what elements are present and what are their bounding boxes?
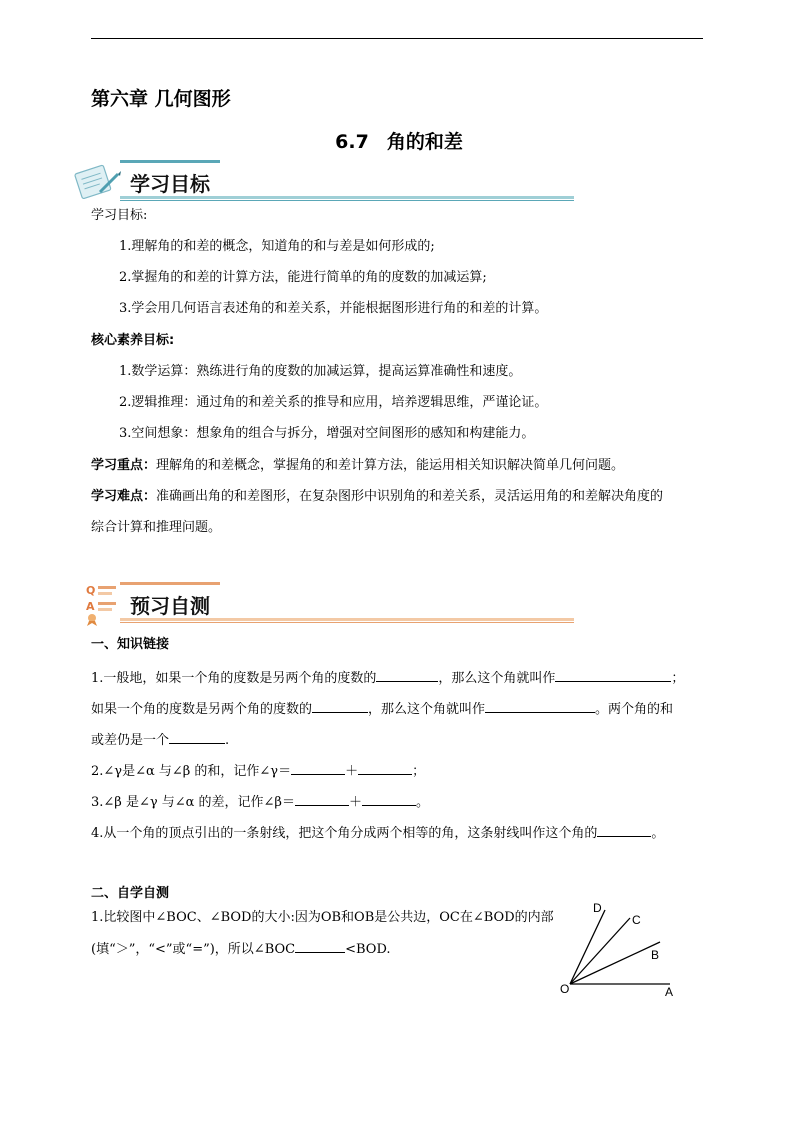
lesson-name: 角的和差 <box>386 131 463 153</box>
answer-blank[interactable] <box>295 791 349 806</box>
ray-OC <box>570 918 630 984</box>
difficulty <box>91 487 663 507</box>
section-heading-objectives <box>72 158 592 204</box>
part2-heading: 二、自学自测 <box>91 886 170 901</box>
difficulty-label: 学习难点： <box>91 489 157 504</box>
ray-OB <box>570 942 660 984</box>
part1-heading: 一、知识链接 <box>91 637 170 652</box>
difficulty-text: 准确画出角的和差图形，在复杂图形中识别角的和差关系，灵活运用角的和差解决角度的 <box>156 489 664 504</box>
question-1-line-1: 1.一般地，如果一个角的度数是另两个角的度数的 ，那么这个角就叫作 ； <box>91 667 684 689</box>
angle-figure <box>550 898 690 1002</box>
lesson-title <box>0 127 794 154</box>
label-O: O <box>560 982 570 996</box>
core-item-3: 3.空间想象：想象角的组合与拆分，增强对空间图形的感知和构建能力。 <box>119 426 535 441</box>
label-B: B <box>651 948 660 962</box>
answer-blank[interactable] <box>312 698 368 713</box>
answer-blank[interactable] <box>597 822 651 837</box>
ray-OD <box>570 910 605 984</box>
objective-item-2: 2.掌握角的和差的计算方法，能进行简单的角的度数的加减运算; <box>119 270 487 285</box>
answer-blank[interactable] <box>358 760 412 775</box>
answer-blank[interactable] <box>291 760 345 775</box>
section-heading-preview <box>72 580 592 626</box>
svg-text:Q: Q <box>86 584 96 597</box>
question-4: 4.从一个角的顶点引出的一条射线，把这个角分成两个相等的角，这条射线叫作这个角的 。 <box>91 822 664 844</box>
label-A: A <box>665 985 674 999</box>
objective-item-3: 3.学会用几何语言表述角的和差关系，并能根据图形进行角的和差的计算。 <box>119 301 548 316</box>
self-test-line-2: (填“＞”，“<”或“=”)，所以∠BOC <BOD. <box>91 938 391 960</box>
question-1-line-2: 如果一个角的度数是另两个角的度数的 ，那么这个角就叫作 。两个角的和 <box>91 698 673 720</box>
question-2: 2.∠γ是∠α 与∠β 的和，记作∠γ＝ ＋ ； <box>91 760 425 782</box>
key-point <box>91 456 624 476</box>
section-heading-label: 预习自测 <box>130 594 210 618</box>
objectives-label: 学习目标: <box>91 208 148 223</box>
section-heading-label: 学习目标 <box>130 172 210 196</box>
lesson-number: 6.7 <box>335 131 369 153</box>
answer-blank[interactable] <box>555 667 671 682</box>
svg-text:A: A <box>86 600 95 613</box>
core-label: 核心素养目标: <box>91 333 175 348</box>
core-item-1: 1.数学运算：熟练进行角的度数的加减运算，提高运算准确性和速度。 <box>119 364 522 379</box>
core-item-2: 2.逻辑推理：通过角的和差关系的推导和应用，培养逻辑思维，严谨论证。 <box>119 395 548 410</box>
self-test-line-1: 1.比较图中∠BOC、∠BOD的大小:因为OB和OB是公共边，OC在∠BOD的内部 <box>91 910 554 925</box>
answer-blank[interactable] <box>376 667 438 682</box>
answer-blank[interactable] <box>362 791 416 806</box>
objective-item-1: 1.理解角的和差的概念，知道角的和与差是如何形成的; <box>119 239 435 254</box>
header-rule <box>91 38 703 39</box>
question-1-line-3: 或差仍是一个 . <box>91 729 229 751</box>
answer-blank[interactable] <box>295 938 345 953</box>
notebook-icon <box>72 158 124 204</box>
difficulty-text-cont: 综合计算和推理问题。 <box>91 520 222 535</box>
key-point-text: 理解角的和差概念，掌握角的和差计算方法，能运用相关知识解决简单几何问题。 <box>156 458 625 473</box>
answer-blank[interactable] <box>485 698 595 713</box>
label-D: D <box>593 901 602 915</box>
label-C: C <box>632 913 641 927</box>
chapter-title: 第六章 几何图形 <box>91 88 231 110</box>
key-point-label: 学习重点： <box>91 458 157 473</box>
checklist-icon <box>72 580 124 626</box>
question-3: 3.∠β 是∠γ 与∠α 的差，记作∠β＝ ＋ 。 <box>91 791 429 813</box>
answer-blank[interactable] <box>169 729 225 744</box>
